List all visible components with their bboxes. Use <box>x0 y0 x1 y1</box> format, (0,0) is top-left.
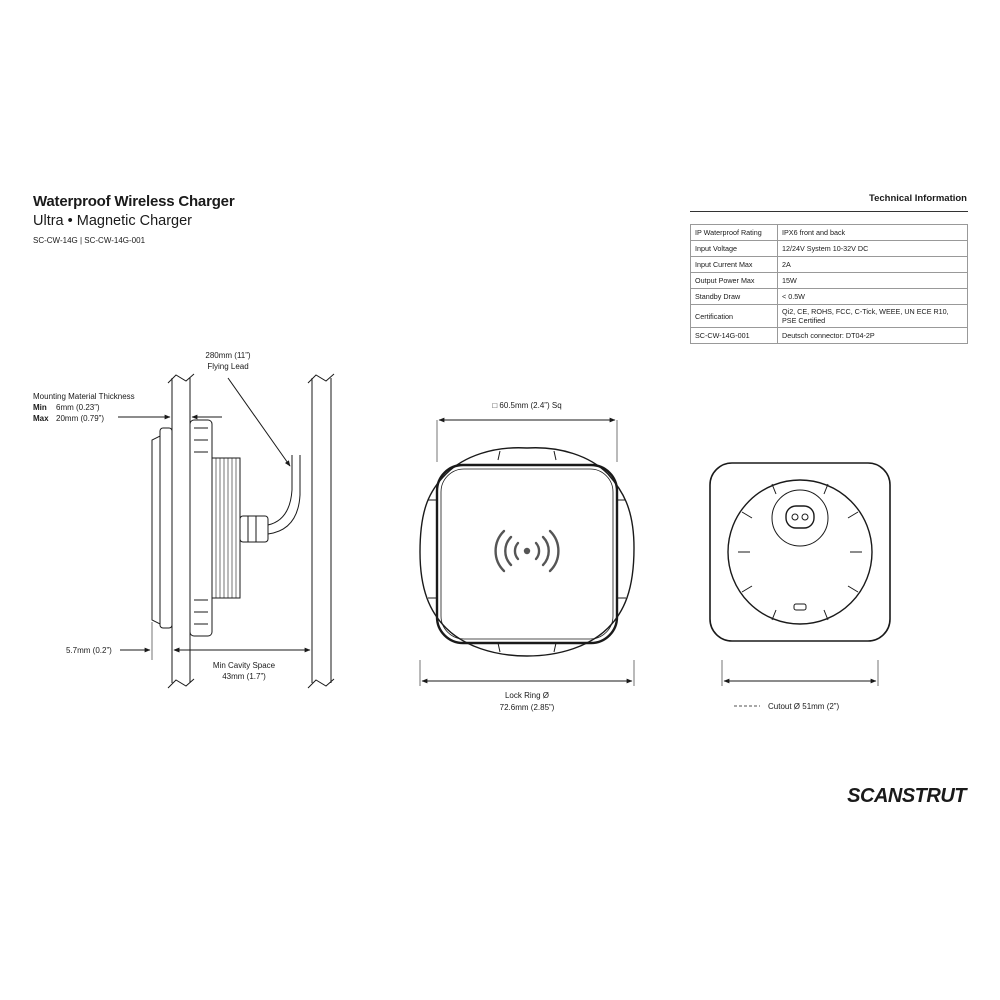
technical-information-heading: Technical Information <box>868 193 967 204</box>
cavity-value: 43mm (1.7”) <box>222 672 266 681</box>
flying-lead-label: Flying Lead <box>207 362 249 371</box>
page-title: Waterproof Wireless Charger <box>33 193 235 210</box>
right-panel-wall <box>308 374 334 688</box>
spec-key: Input Current Max <box>691 257 778 273</box>
front-offset-label: 5.7mm (0.2”) <box>66 646 112 655</box>
flying-lead <box>268 455 300 534</box>
spec-key: SC-CW-14G-001 <box>691 328 778 344</box>
max-value: 20mm (0.79”) <box>56 414 105 423</box>
cavity-label: Min Cavity Space <box>212 661 276 670</box>
square-dimension-label: □ 60.5mm (2.4”) Sq <box>492 401 562 410</box>
lead-length-label: 280mm (11”) <box>205 351 251 360</box>
product-codes: SC-CW-14G | SC-CW-14G-001 <box>33 236 146 245</box>
min-label: Min <box>33 403 47 412</box>
mounting-thickness-title: Mounting Material Thickness <box>33 392 135 401</box>
spec-value: Qi2, CE, ROHS, FCC, C-Tick, WEEE, UN ECE R10, PSE Certified <box>778 305 968 328</box>
vent <box>794 604 806 610</box>
spec-key: Standby Draw <box>691 289 778 305</box>
spec-value: 12/24V System 10-32V DC <box>778 241 968 257</box>
connector-boss <box>772 490 828 546</box>
scanstrut-logo: SCANSTRUT <box>847 785 966 807</box>
min-value: 6mm (0.23”) <box>56 403 100 412</box>
cutout-label: Cutout Ø 51mm (2”) <box>768 702 840 711</box>
side-view <box>118 374 334 688</box>
spec-key: IP Waterproof Rating <box>691 225 778 241</box>
page-subtitle: Ultra • Magnetic Charger <box>33 213 192 229</box>
max-label: Max <box>33 414 49 423</box>
lock-ring-label: Lock Ring Ø <box>504 691 550 700</box>
spec-value: 2A <box>778 257 968 273</box>
face-plate <box>152 436 160 624</box>
spec-key: Output Power Max <box>691 273 778 289</box>
wireless-charging-icon <box>496 531 559 571</box>
spec-value: Deutsch connector: DT04-2P <box>778 328 968 344</box>
connector-socket <box>786 506 814 528</box>
spec-value: < 0.5W <box>778 289 968 305</box>
rear-view <box>710 463 890 706</box>
lock-ring-value: 72.6mm (2.85”) <box>499 703 555 712</box>
spec-key: Certification <box>691 305 778 328</box>
spec-value: 15W <box>778 273 968 289</box>
cable-gland <box>240 516 268 542</box>
spec-key: Input Voltage <box>691 241 778 257</box>
spec-value: IPX6 front and back <box>778 225 968 241</box>
